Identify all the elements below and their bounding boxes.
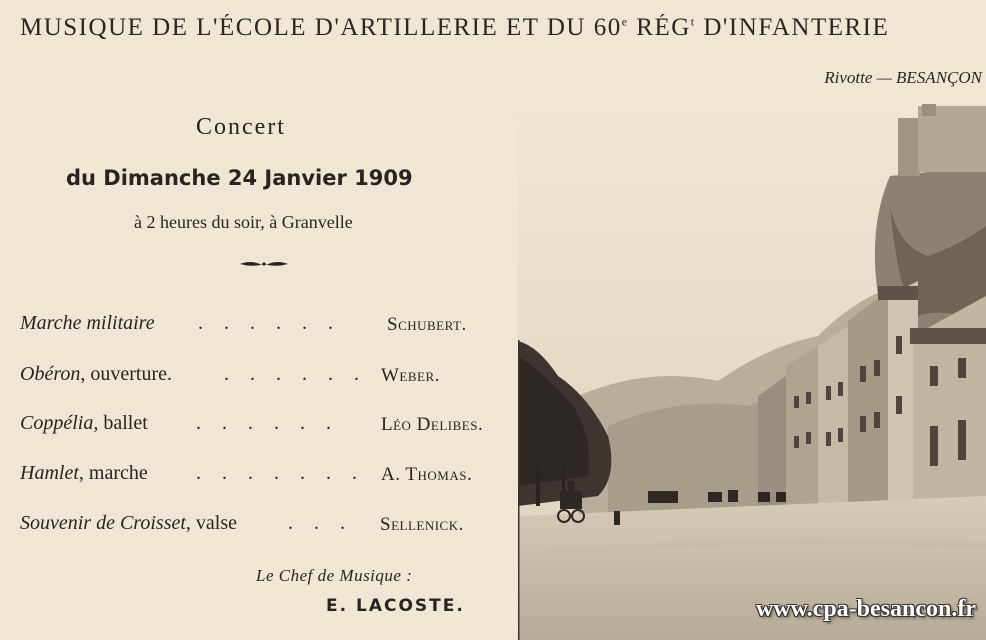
program-piece: Souvenir de Croisset, valse xyxy=(20,512,238,534)
leader-dots: . . . . . . xyxy=(224,363,367,385)
header-title-main: MUSIQUE DE L'ÉCOLE D'ARTILLERIE ET DU 60 xyxy=(20,14,622,41)
program-piece: Hamlet, marche xyxy=(20,462,148,484)
program-piece: Obéron, ouverture. xyxy=(20,363,173,385)
street-photo xyxy=(518,96,986,640)
program-piece: Coppélia, ballet xyxy=(20,412,148,434)
program-row xyxy=(20,512,500,538)
program-composer: Sellenick. xyxy=(380,514,464,535)
program-row xyxy=(20,312,500,338)
leader-dots: . . . . . . . xyxy=(196,462,365,484)
leader-dots: . . . . . . xyxy=(198,312,341,334)
website-watermark: www.cpa-besancon.fr xyxy=(756,596,976,622)
chef-name: E. LACOSTE. xyxy=(326,596,465,616)
ornament-flourish-icon xyxy=(238,258,290,270)
header-title-end: D'INFANTERIE xyxy=(695,14,890,41)
program-composer: Weber. xyxy=(381,365,440,386)
program-row xyxy=(20,412,500,438)
header-title-reg: RÉG xyxy=(628,14,691,41)
program-piece: Marche militaire xyxy=(20,312,155,334)
chef-label: Le Chef de Musique : xyxy=(256,566,413,585)
program-composer: Léo Delibes. xyxy=(381,414,484,435)
program-composer: Schubert. xyxy=(387,314,467,335)
program-row xyxy=(20,363,500,389)
postcard-header xyxy=(20,14,986,42)
leader-dots: . . . xyxy=(288,512,353,534)
concert-date: du Dimanche 24 Janvier 1909 xyxy=(66,166,413,190)
program-composer: A. Thomas. xyxy=(381,464,473,485)
leader-dots: . . . . . . xyxy=(196,412,339,434)
header-sup-e: e xyxy=(621,14,629,29)
concert-time: à 2 heures du soir, à Granvelle xyxy=(134,212,353,232)
program-row xyxy=(20,462,500,488)
location-caption: Rivotte — BESANÇON xyxy=(824,68,982,87)
header-sup-t: t xyxy=(690,14,696,29)
concert-title: Concert xyxy=(196,114,286,140)
